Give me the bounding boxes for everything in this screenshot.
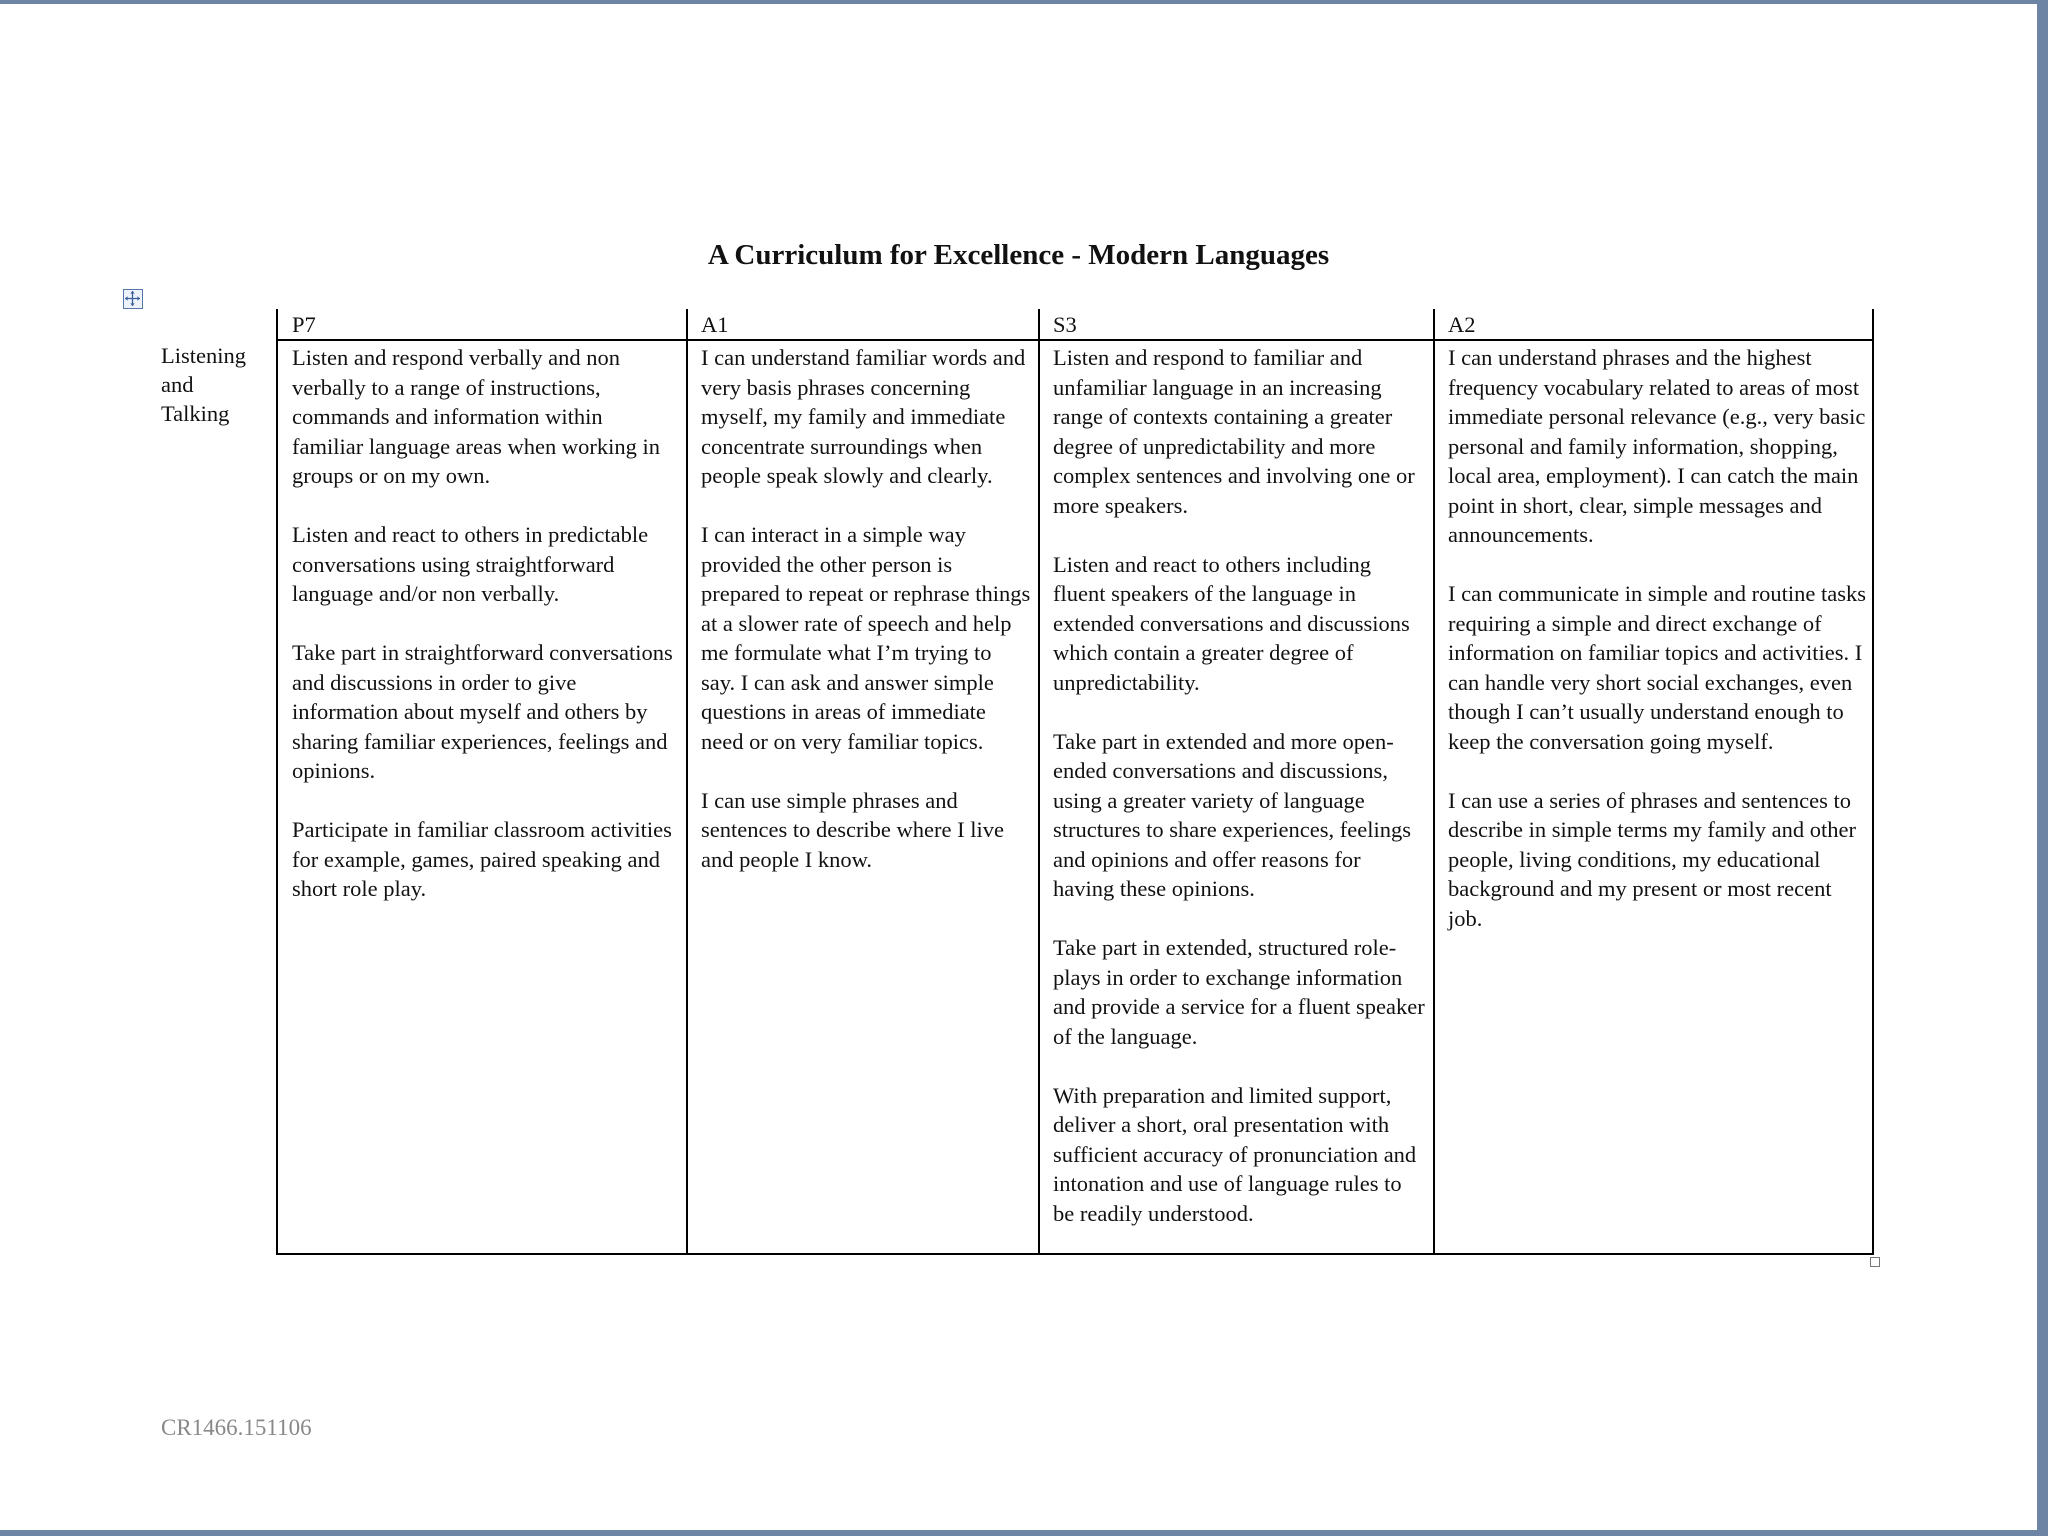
window-frame-edge xyxy=(2037,0,2048,1536)
table-header-divider xyxy=(278,339,1872,341)
column-header-p7: P7 xyxy=(292,312,316,337)
resize-square-icon[interactable] xyxy=(1870,1257,1880,1267)
cell-paragraph: I can use simple phrases and sentences to describe where I live and people I know. xyxy=(701,787,1004,872)
column-header-a1: A1 xyxy=(701,312,729,337)
cell-paragraph: Listen and respond to familiar and unfamiliar language in an increasing range of contexts containing a greater degree of unpredictability and more complex sentences and involving one or more speakers. xyxy=(1053,345,1415,518)
move-arrows-icon[interactable] xyxy=(123,289,143,309)
row-label-line-2: and xyxy=(161,372,194,397)
column-header-s3: S3 xyxy=(1053,312,1077,337)
column-cell-a2[interactable] xyxy=(1448,343,1866,963)
curriculum-table[interactable] xyxy=(276,309,1874,1255)
cell-paragraph: Take part in extended, structured role-plays in order to exchange information and provide a service for a fluent speaker of the language. xyxy=(1053,935,1425,1049)
cell-paragraph: Take part in extended and more open-ended conversations and discussions, using a greater variety of language structures to share experiences, feelings and opinions and offer reasons for having these opinions. xyxy=(1053,728,1411,901)
column-divider xyxy=(1433,309,1435,1253)
cell-paragraph: I can communicate in simple and routine tasks requiring a simple and direct exchange of information on familiar topics and activities. I can handle very short social exchanges, even though I can’t usually understand enough to keep the conversation going myself. xyxy=(1448,581,1867,754)
cell-paragraph: Participate in familiar classroom activities for example, games, paired speaking and short role play. xyxy=(292,817,672,901)
cell-paragraph: I can use a series of phrases and sentences to describe in simple terms my family and other people, living conditions, my educational background and my present or most recent job. xyxy=(1448,787,1857,931)
column-cell-a1[interactable] xyxy=(701,343,1031,904)
document-title: A Curriculum for Excellence - Modern Languages xyxy=(707,239,1330,271)
column-divider xyxy=(686,309,688,1253)
document-footer-code: CR1466.151106 xyxy=(161,1415,312,1440)
column-divider xyxy=(1038,309,1040,1253)
document-page[interactable] xyxy=(0,4,2037,1530)
cell-paragraph: Listen and respond verbally and non verbally to a range of instructions, commands and information within familiar language areas when working in groups or on my own. xyxy=(292,345,660,488)
cell-paragraph: I can understand phrases and the highest frequency vocabulary related to areas of most immediate personal relevance (e.g., very basic personal and family information, shopping, local area, employment). I can catch the main point in short, clear, simple messages and announcements. xyxy=(1448,345,1866,547)
row-label-listening-and-talking xyxy=(161,341,246,428)
column-cell-p7[interactable] xyxy=(292,343,677,933)
row-label-line-3: Talking xyxy=(161,401,230,426)
cell-paragraph: Take part in straightforward conversations and discussions in order to give information about myself and others by sharing familiar experiences, feelings and opinions. xyxy=(292,640,673,783)
column-header-a2: A2 xyxy=(1448,312,1476,337)
cell-paragraph: With preparation and limited support, deliver a short, oral presentation with sufficient accuracy of pronunciation and intonation and use of language rules to be readily understood. xyxy=(1053,1082,1417,1226)
cell-paragraph: I can understand familiar words and very basis phrases concerning myself, my family and immediate concentrate surroundings when people speak slowly and clearly. xyxy=(701,345,1026,488)
cell-paragraph: Listen and react to others in predictable conversations using straightforward language and/or non verbally. xyxy=(292,522,649,606)
column-cell-s3[interactable] xyxy=(1053,343,1425,1258)
row-label-line-1: Listening xyxy=(161,343,246,368)
cell-paragraph: I can interact in a simple way provided the other person is prepared to repeat or rephrase things at a slower rate of speech and help me formulate what I’m trying to say. I can ask and answer simple questions in areas of immediate need or on very familiar topics. xyxy=(701,522,1031,754)
cell-paragraph: Listen and react to others including fluent speakers of the language in extended conversations and discussions which contain a greater degree of unpredictability. xyxy=(1053,551,1410,695)
